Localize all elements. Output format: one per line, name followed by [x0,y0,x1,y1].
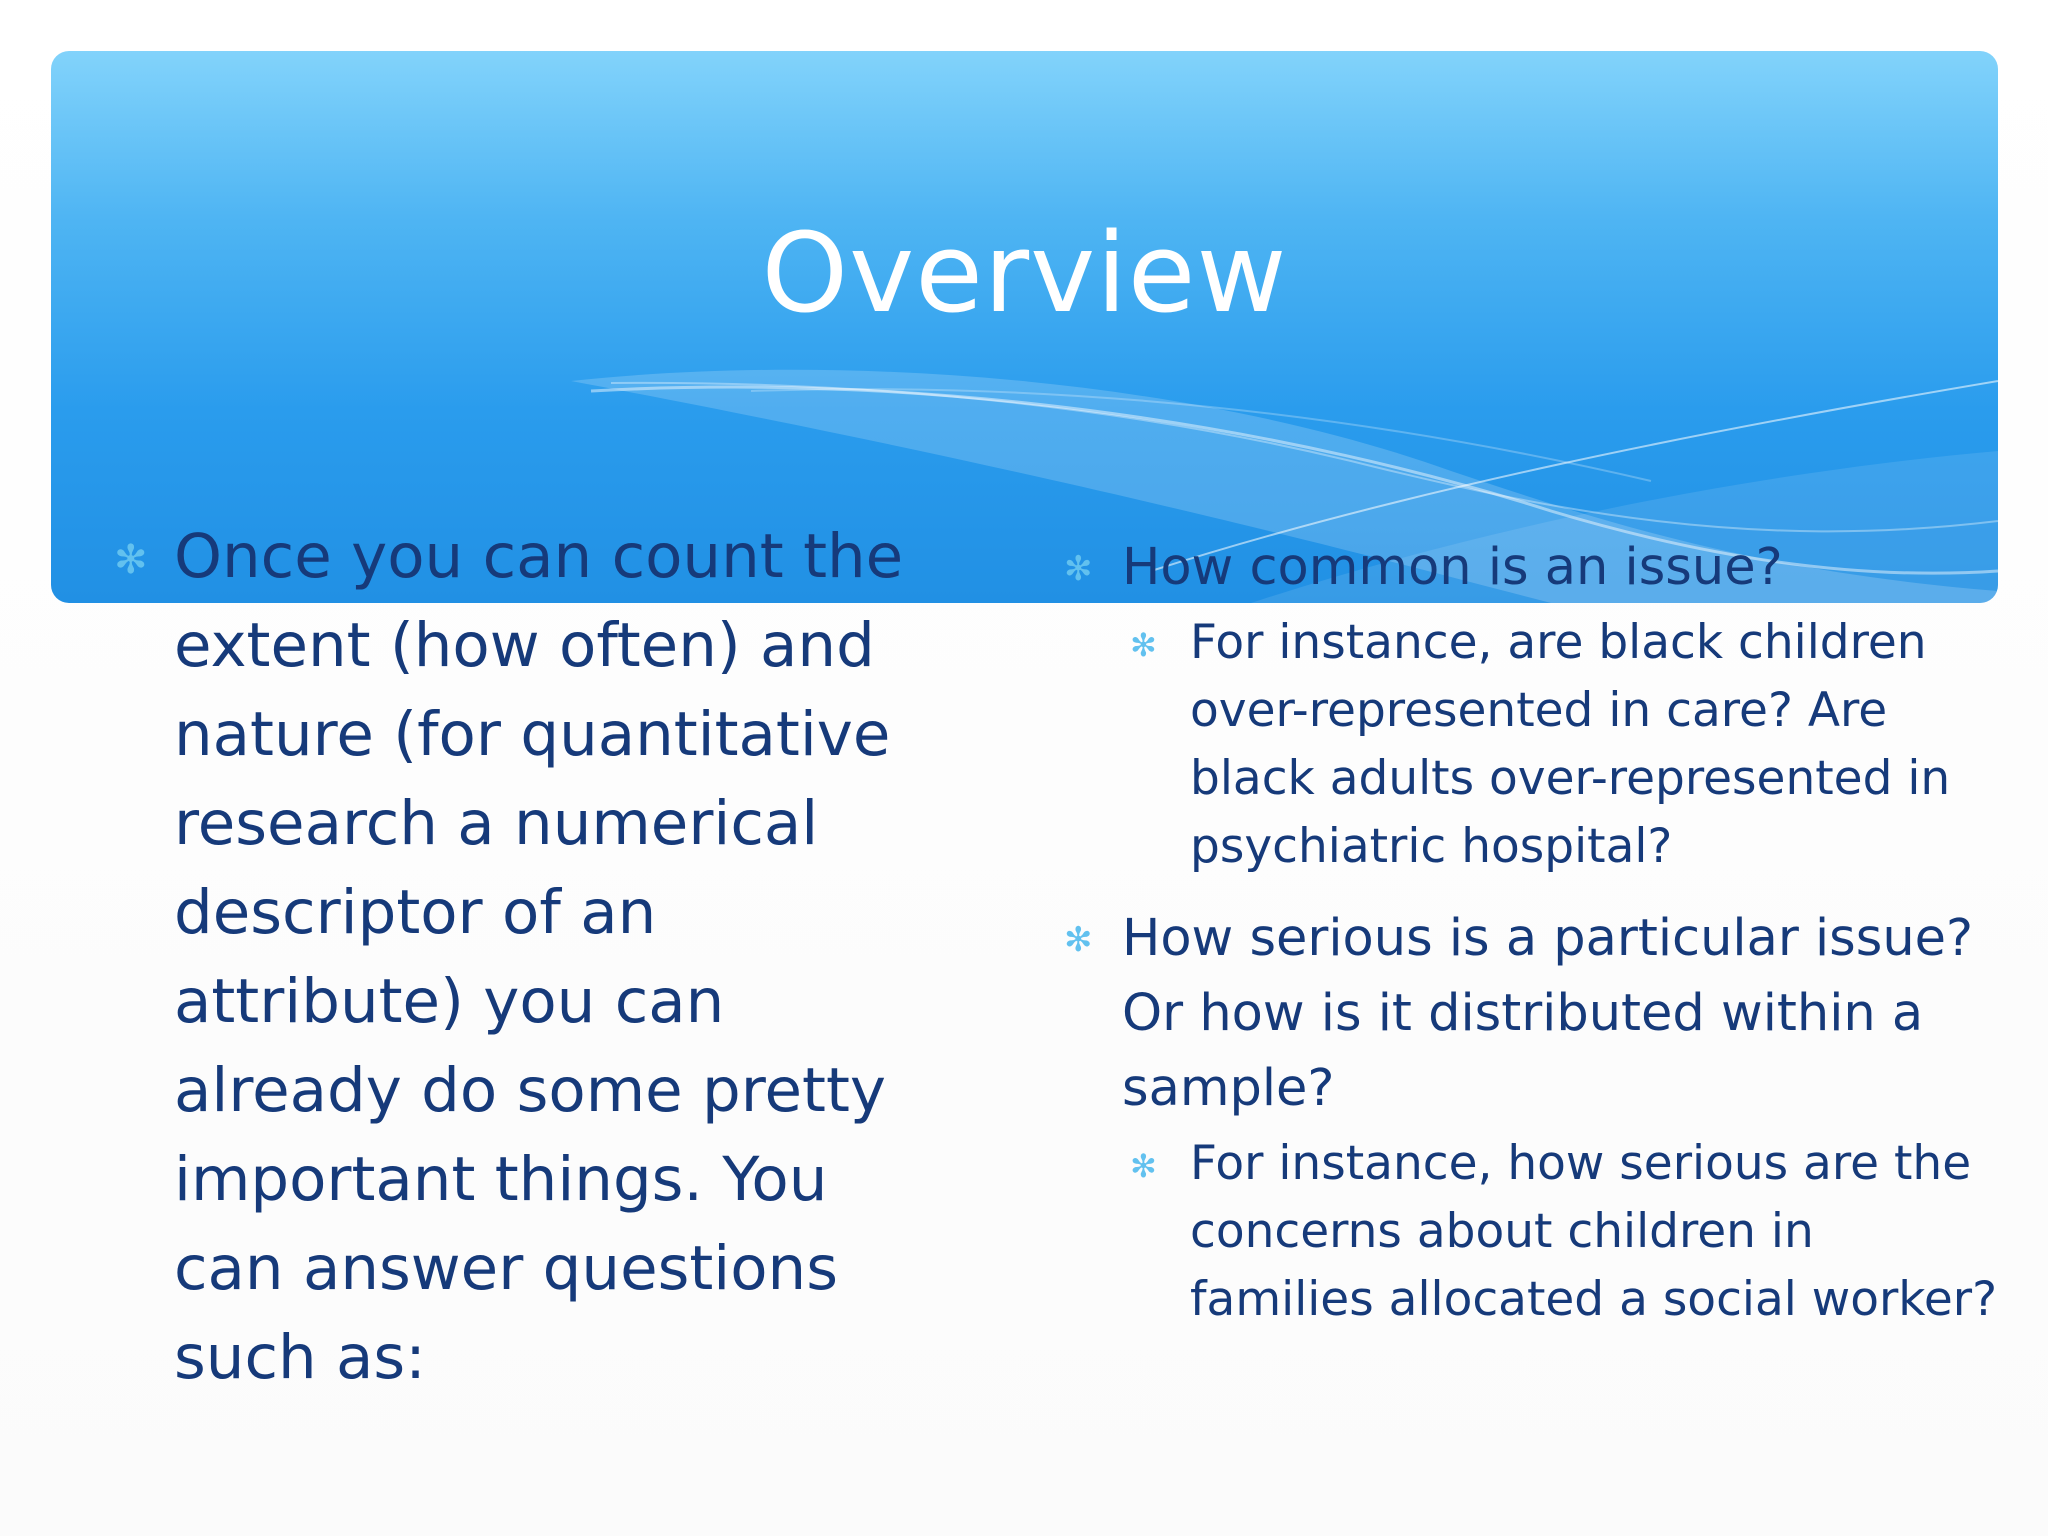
sub-bullet-text: For instance, how serious are the concerns about children in families allocated a social worker? [1190,1136,1998,1327]
bullet-item [1060,901,2000,1126]
slide-title: Overview [761,209,1288,337]
asterisk-bullet-icon: ✻ [1130,1147,1157,1185]
sub-bullet-item [1060,1130,2000,1334]
asterisk-bullet-icon: ✻ [1064,920,1093,960]
asterisk-bullet-icon: ✻ [1130,626,1157,664]
sub-bullet-item [1060,609,2000,881]
asterisk-bullet-icon: ✻ [1064,549,1093,589]
bullet-item [1060,530,2000,605]
sub-bullet-text: For instance, are black children over-represented in care? Are black adults over-represented in psychiatric hospital? [1190,615,1951,874]
bullet-item [110,512,940,1402]
left-column [110,512,940,1402]
bullet-text: How common is an issue? [1122,538,1783,597]
right-column [1060,530,2000,1334]
bullet-text: Once you can count the extent (how often) and nature (for quantitative research a numerical descriptor of an attribute) you can already do some pretty important things. You can answer questions such as: [174,521,904,1393]
asterisk-bullet-icon: ✻ [114,537,148,583]
bullet-text: How serious is a particular issue? Or how is it distributed within a sample? [1122,909,1974,1118]
